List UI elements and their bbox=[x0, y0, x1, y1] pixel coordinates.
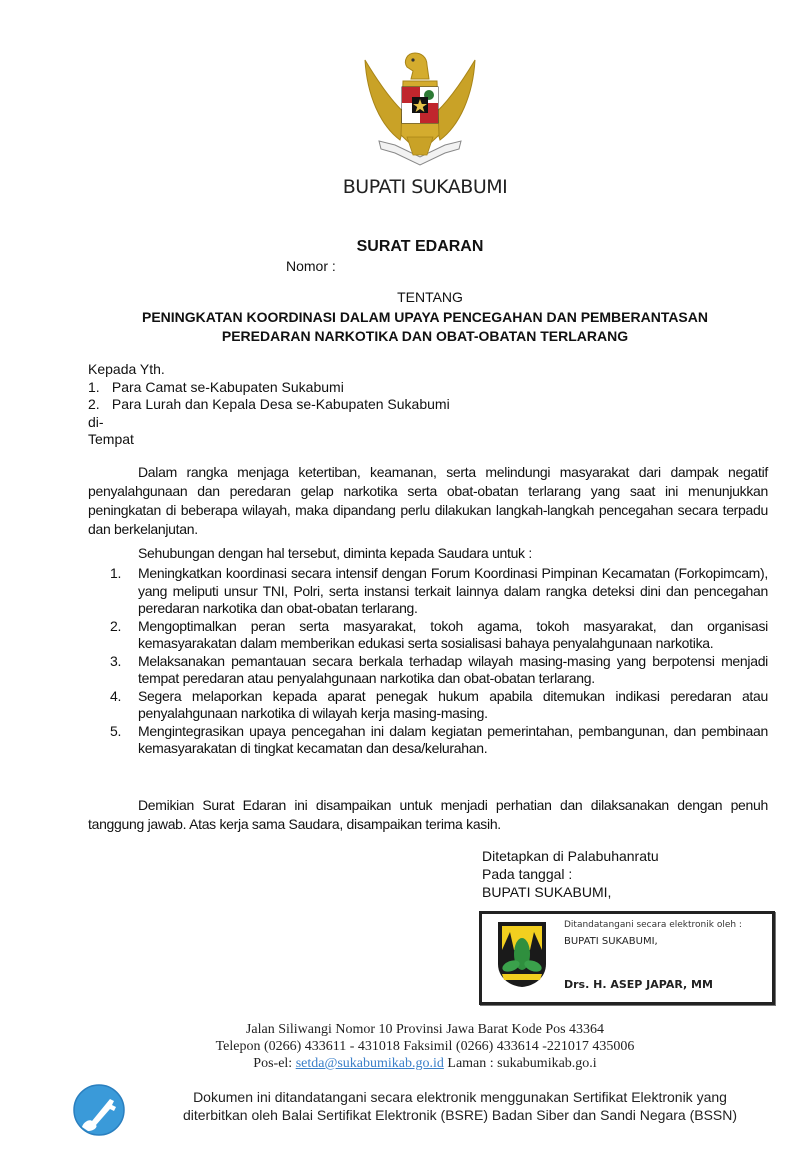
signature-date-label: Pada tanggal : bbox=[482, 866, 573, 882]
signature-box-label: Ditandatangani secara elektronik oleh : bbox=[564, 920, 742, 930]
phone-line: Telepon (0266) 433611 - 431018 Faksimil (0266) 433614 -221017 435006 bbox=[215, 1039, 635, 1054]
instruction-item bbox=[110, 723, 768, 758]
document-number-label: Nomor : bbox=[286, 258, 336, 274]
instruction-item bbox=[110, 688, 768, 723]
subject-line: PENINGKATAN KOORDINASI DALAM UPAYA PENCEGAHAN DAN PEMBERANTASAN bbox=[142, 309, 708, 325]
contact-line bbox=[50, 1055, 800, 1072]
signer-name: Drs. H. ASEP JAPAR, MM bbox=[564, 978, 713, 991]
signature-place: Ditetapkan di Palabuhanratu bbox=[482, 848, 659, 864]
bsre-notice bbox=[140, 1088, 780, 1124]
bsre-key-icon bbox=[72, 1083, 126, 1137]
closing-paragraph-text: Demikian Surat Edaran ini disampaikan untuk menjadi perhatian dan dilaksanakan dengan penuh tanggung jawab. Atas kerja sama Saudara, disampaikan terima kasih. bbox=[88, 797, 768, 832]
recipients-greeting: Kepada Yth. bbox=[88, 361, 165, 377]
recipient-item bbox=[88, 379, 450, 397]
instructions-list bbox=[110, 565, 768, 758]
instruction-text: Mengintegrasikan upaya pencegahan ini dalam kegiatan pemerintahan, pembangunan, dan pembinaan kemasyarakatan di tingkat kecamatan dan desa/kelurahan. bbox=[138, 722, 768, 756]
recipient-text: Para Camat se-Kabupaten Sukabumi bbox=[111, 378, 344, 395]
recipient-number: 2. bbox=[88, 396, 100, 412]
website-label: Laman : sukabumikab.go.i bbox=[447, 1056, 597, 1071]
document-type: SURAT EDARAN bbox=[356, 238, 484, 255]
instruction-number: 4. bbox=[110, 687, 122, 704]
opening-paragraph-text: Dalam rangka menjaga ketertiban, keamanan, serta melindungi masyarakat dari dampak negatif penyalahgunaan dan peredaran gelap narkotika serta obat-obatan terlarang yang saat ini menunjukkan peningkatan di beberapa wilayah, maka dipandang perlu dilakukan langkah-langkah pencegahan secara terpadu dan berkelanjutan. bbox=[88, 464, 768, 537]
sukabumi-crest-icon bbox=[496, 920, 548, 988]
instruction-number: 5. bbox=[110, 722, 122, 739]
recipient-number: 1. bbox=[88, 378, 100, 395]
instruction-item bbox=[110, 565, 768, 618]
recipient-location-1: di- bbox=[88, 413, 104, 430]
instruction-text: Mengoptimalkan peran serta masyarakat, tokoh agama, tokoh masyarakat, dan organisasi kemasyarakatan dalam memberikan edukasi serta sosialisasi bahaya penyalahgunaan narkotika. bbox=[138, 617, 768, 651]
instruction-number: 2. bbox=[110, 617, 122, 634]
instruction-number: 3. bbox=[110, 652, 122, 669]
footer-address bbox=[0, 1021, 800, 1072]
bsre-notice-line: Dokumen ini ditandatangani secara elektronik menggunakan Sertifikat Elektronik yang bbox=[193, 1089, 727, 1105]
opening-paragraph bbox=[88, 463, 768, 539]
recipient-item bbox=[88, 396, 450, 414]
signature-block bbox=[482, 847, 659, 901]
subject-line: PEREDARAN NARKOTIKA DAN OBAT-OBATAN TERLARANG bbox=[221, 328, 629, 344]
recipient-text: Para Lurah dan Kepala Desa se-Kabupaten Sukabumi bbox=[111, 396, 450, 412]
instructions-intro: Sehubungan dengan hal tersebut, diminta kepada Saudara untuk : bbox=[138, 545, 532, 561]
instruction-text: Melaksanakan pemantauan secara berkala terhadap wilayah masing-masing yang berpotensi menjadi tempat peredaran atau penyalahgunaan narkotika dan obat-obatan terlarang. bbox=[138, 652, 768, 686]
recipients-block bbox=[88, 361, 450, 449]
instruction-item bbox=[110, 653, 768, 688]
bsre-notice-line: diterbitkan oleh Balai Sertifikat Elektronik (BSRE) Badan Siber dan Sandi Negara (BSSN) bbox=[182, 1107, 738, 1123]
instruction-text: Meningkatkan koordinasi secara intensif dengan Forum Koordinasi Pimpinan Kecamatan (Forkopimcam), yang meliputi unsur TNI, Polri, serta instansi terkait lainnya dalam rangka deteksi dini dan pencegahan peredaran narkotika dan obat-obatan terlarang. bbox=[138, 565, 768, 616]
email-link[interactable]: setda@sukabumikab.go.id bbox=[295, 1056, 444, 1071]
instruction-text: Segera melaporkan kepada aparat penegak hukum apabila ditemukan indikasi peredaran atau penyalahgunaan narkotika di wilayah kerja masing-masing. bbox=[138, 687, 768, 721]
garuda-emblem-icon bbox=[355, 45, 485, 175]
signature-position: BUPATI SUKABUMI, bbox=[482, 884, 612, 900]
recipient-location-2: Tempat bbox=[88, 431, 134, 447]
instruction-number: 1. bbox=[110, 565, 122, 581]
address-line: Jalan Siliwangi Nomor 10 Provinsi Jawa Barat Kode Pos 43364 bbox=[245, 1022, 605, 1037]
closing-paragraph bbox=[88, 796, 768, 834]
email-label: Pos-el: bbox=[253, 1056, 293, 1071]
electronic-signature-box bbox=[479, 911, 775, 1005]
signature-box-title: BUPATI SUKABUMI, bbox=[564, 936, 658, 947]
instruction-item bbox=[110, 618, 768, 653]
document-subject bbox=[0, 308, 800, 346]
about-label: TENTANG bbox=[397, 289, 463, 305]
issuer-title: BUPATI SUKABUMI bbox=[342, 176, 508, 198]
